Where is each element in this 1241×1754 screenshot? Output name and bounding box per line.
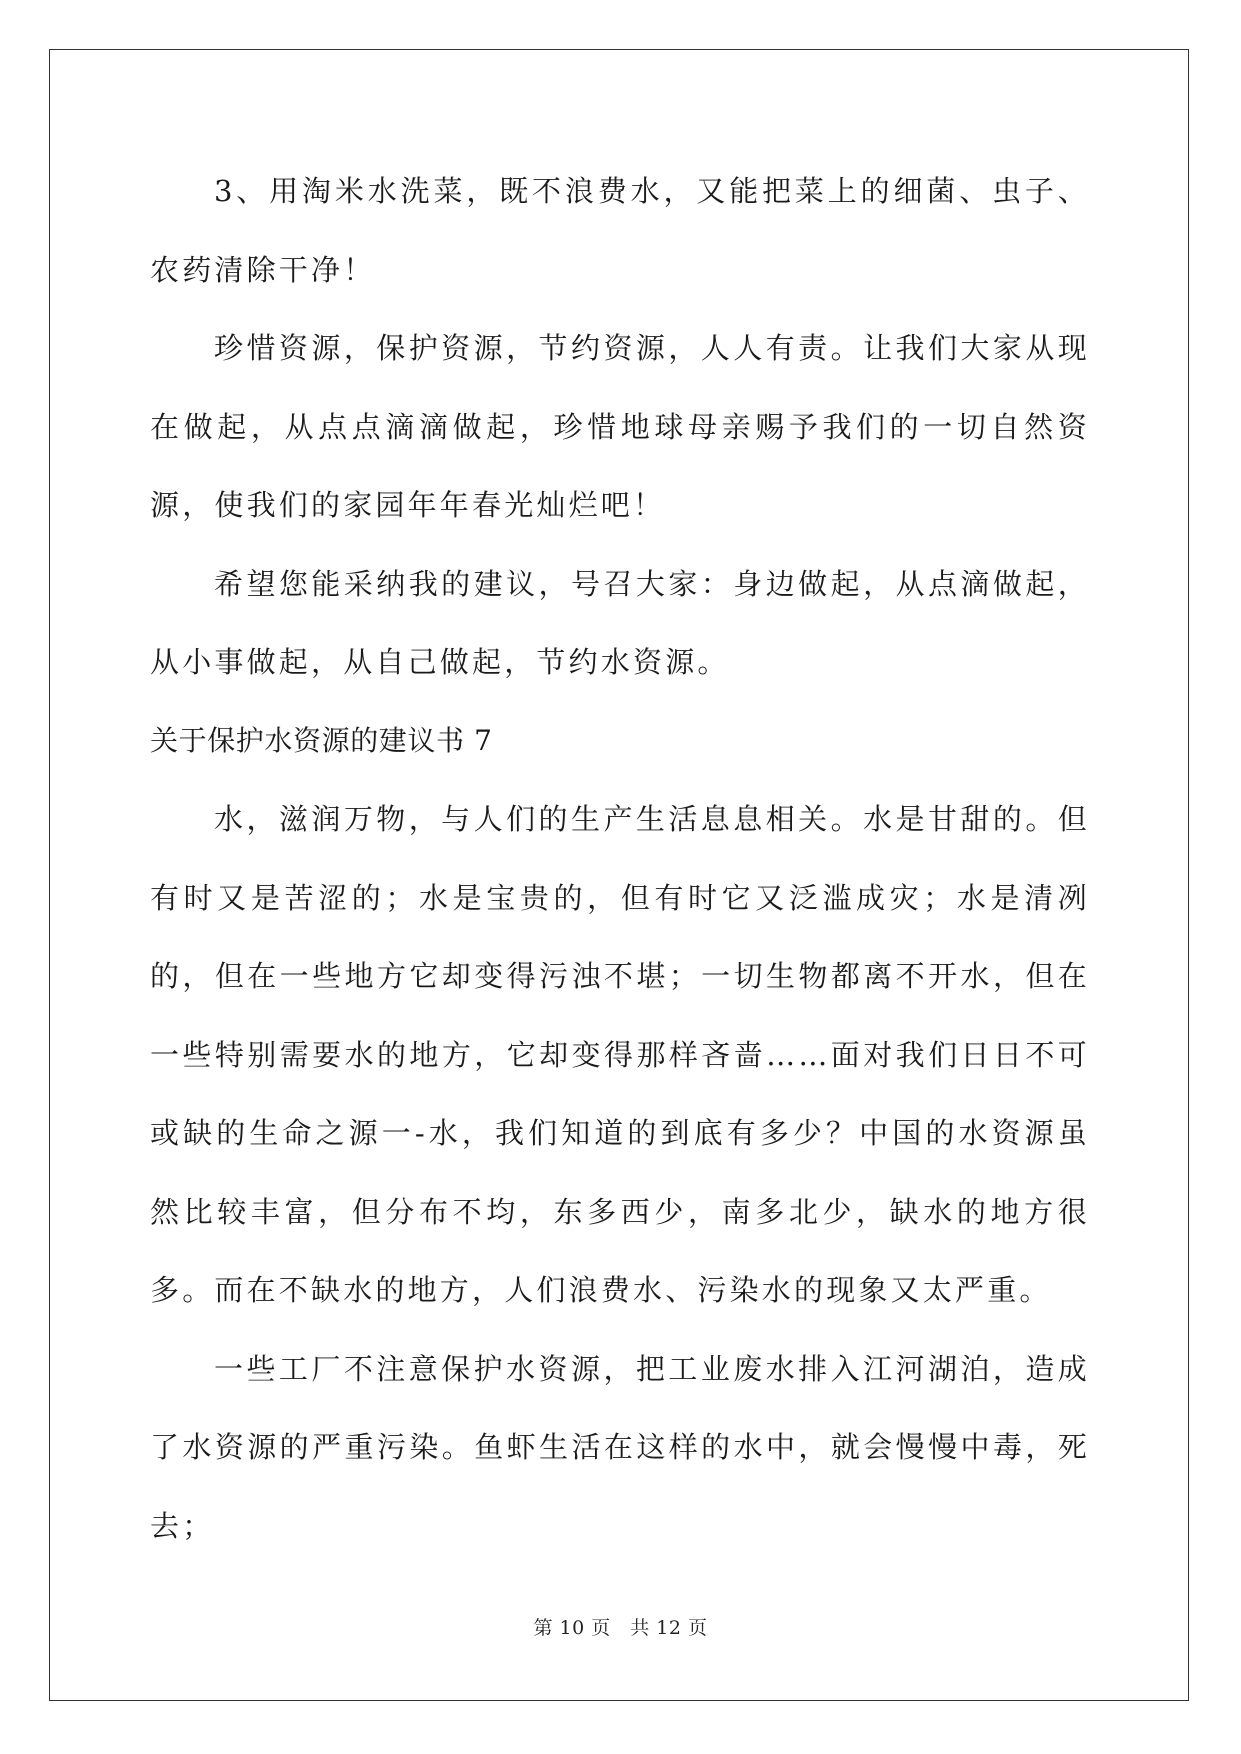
paragraph-factories-pollution: 一些工厂不注意保护水资源，把工业废水排入江河湖泊，造成了水资源的严重污染。鱼虾生活在这样的水中，就会慢慢中毒，死去；	[150, 1351, 1090, 1543]
paragraph-wash-vegetables: 3、用淘米水洗菜，既不浪费水，又能把菜上的细菌、虫子、农药清除干净！	[150, 174, 1090, 287]
document-body	[150, 152, 1090, 1565]
section-heading: 关于保护水资源的建议书 7	[150, 723, 493, 757]
paragraph-hope-adopt: 希望您能采纳我的建议，号召大家：身边做起，从点滴做起，从小事做起，从自己做起，节约水资源。	[150, 566, 1090, 679]
page-number-footer: 第 10 页 共 12 页	[533, 1617, 708, 1639]
paragraph-cherish-resources: 珍惜资源，保护资源，节约资源，人人有责。让我们大家从现在做起，从点点滴滴做起，珍惜地球母亲赐予我们的一切自然资源，使我们的家园年年春光灿烂吧！	[150, 331, 1090, 522]
paragraph-water-nourishes: 水，滋润万物，与人们的生产生活息息相关。水是甘甜的。但有时又是苦涩的；水是宝贵的，但有时它又泛滥成灾；水是清冽的，但在一些地方它却变得污浊不堪；一切生物都离不开水，但在一些特别需要水的地方，它却变得那样吝啬……面对我们日日不可或缺的生命之源一-水，我们知道的到底有多少？中国的水资源虽然比较丰富，但分布不均，东多西少，南多北少，缺水的地方很多。而在不缺水的地方，人们浪费水、污染水的现象又太严重。	[150, 802, 1090, 1307]
